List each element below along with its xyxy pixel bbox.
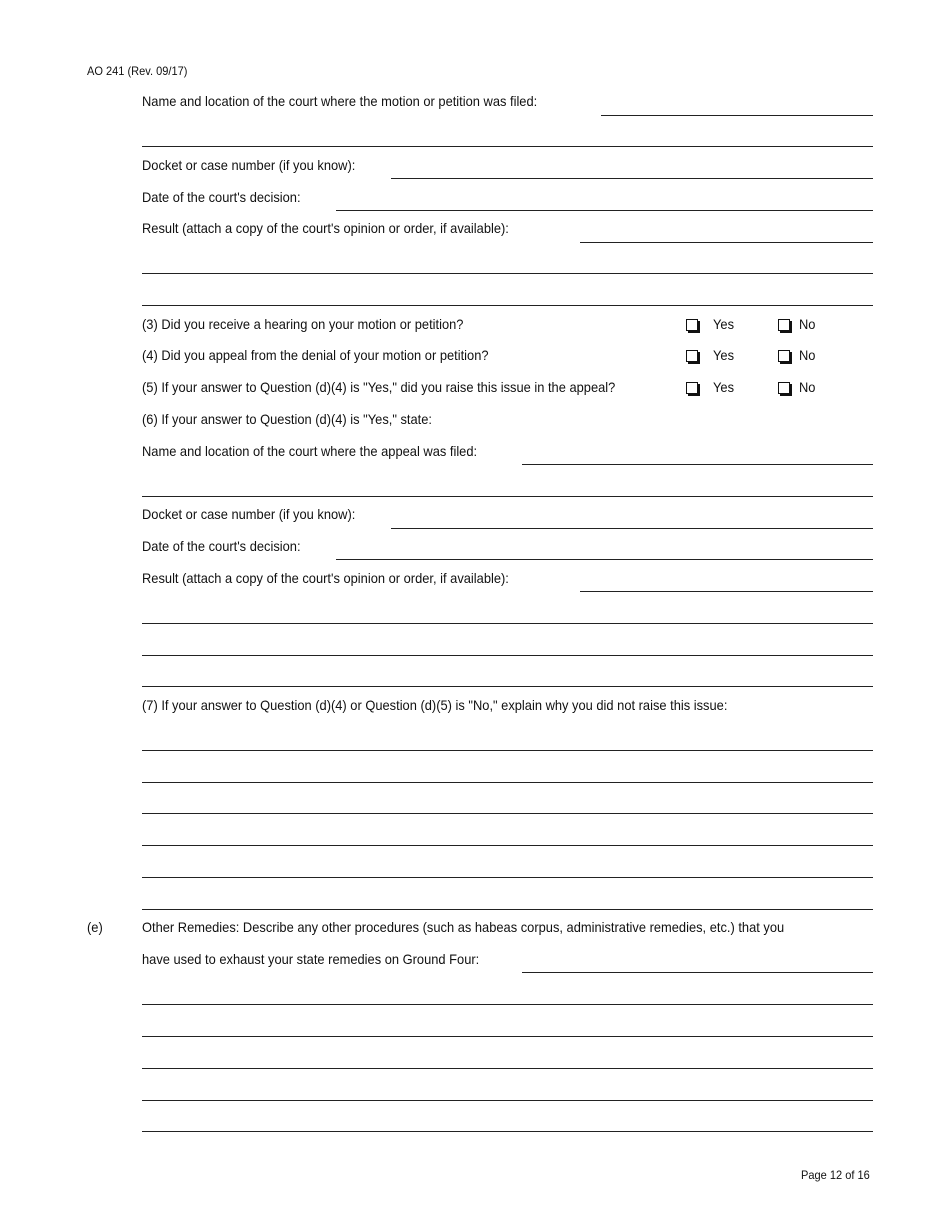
court-motion-field-line2[interactable]: [142, 146, 873, 147]
question-7: (7) If your answer to Question (d)(4) or Question (d)(5) is "No," explain why you did not raise this issue:: [142, 697, 728, 713]
q5-yes-label: Yes: [713, 379, 735, 395]
appeal-result-label: Result (attach a copy of the court's opinion or order, if available):: [142, 570, 509, 586]
appeal-result-field-line3[interactable]: [142, 655, 873, 656]
appeal-docket-label: Docket or case number (if you know):: [142, 506, 356, 522]
court-appeal-field[interactable]: [522, 464, 873, 465]
q7-answer-line5[interactable]: [142, 877, 873, 878]
court-appeal-field-line2[interactable]: [142, 496, 873, 497]
other-remedies-field[interactable]: [522, 972, 873, 973]
court-appeal-label: Name and location of the court where the appeal was filed:: [142, 443, 478, 459]
result-field-line2[interactable]: [142, 273, 873, 274]
q3-yes-label: Yes: [713, 316, 735, 332]
q7-answer-line2[interactable]: [142, 782, 873, 783]
q4-yes-checkbox[interactable]: [686, 350, 698, 362]
q4-no-checkbox[interactable]: [778, 350, 790, 362]
question-5: (5) If your answer to Question (d)(4) is "Yes," did you raise this issue in the appeal?: [142, 379, 616, 395]
other-remedies-text-2: have used to exhaust your state remedies on Ground Four:: [142, 951, 480, 967]
other-remedies-text: Other Remedies: Describe any other procedures (such as habeas corpus, administrative remedies, etc.) that you: [142, 919, 785, 935]
q7-answer-line3[interactable]: [142, 813, 873, 814]
question-6: (6) If your answer to Question (d)(4) is "Yes," state:: [142, 411, 433, 427]
appeal-result-field-line2[interactable]: [142, 623, 873, 624]
other-remedies-line5[interactable]: [142, 1100, 873, 1101]
appeal-result-field[interactable]: [580, 591, 873, 592]
section-e-marker: (e): [87, 919, 103, 935]
q7-answer-line6[interactable]: [142, 909, 873, 910]
question-3: (3) Did you receive a hearing on your motion or petition?: [142, 316, 464, 332]
court-motion-field[interactable]: [601, 115, 873, 116]
result-label: Result (attach a copy of the court's opinion or order, if available):: [142, 220, 509, 236]
docket-number-field[interactable]: [391, 178, 873, 179]
other-remedies-line6[interactable]: [142, 1131, 873, 1132]
q7-answer-line4[interactable]: [142, 845, 873, 846]
decision-date-field[interactable]: [336, 210, 873, 211]
q4-no-label: No: [799, 347, 816, 363]
other-remedies-line2[interactable]: [142, 1004, 873, 1005]
q7-answer-line1[interactable]: [142, 750, 873, 751]
result-field[interactable]: [580, 242, 873, 243]
appeal-date-field[interactable]: [336, 559, 873, 560]
appeal-date-label: Date of the court's decision:: [142, 538, 301, 554]
q5-no-checkbox[interactable]: [778, 382, 790, 394]
q3-yes-checkbox[interactable]: [686, 319, 698, 331]
result-field-line3[interactable]: [142, 305, 873, 306]
decision-date-label: Date of the court's decision:: [142, 189, 301, 205]
q5-yes-checkbox[interactable]: [686, 382, 698, 394]
q3-no-checkbox[interactable]: [778, 319, 790, 331]
q3-no-label: No: [799, 316, 816, 332]
page-number: Page 12 of 16: [801, 1168, 870, 1182]
docket-number-label: Docket or case number (if you know):: [142, 157, 356, 173]
appeal-result-field-line4[interactable]: [142, 686, 873, 687]
form-id: AO 241 (Rev. 09/17): [87, 64, 188, 78]
other-remedies-line4[interactable]: [142, 1068, 873, 1069]
appeal-docket-field[interactable]: [391, 528, 873, 529]
q5-no-label: No: [799, 379, 816, 395]
other-remedies-line3[interactable]: [142, 1036, 873, 1037]
court-motion-label: Name and location of the court where the motion or petition was filed:: [142, 93, 538, 109]
question-4: (4) Did you appeal from the denial of your motion or petition?: [142, 347, 489, 363]
q4-yes-label: Yes: [713, 347, 735, 363]
